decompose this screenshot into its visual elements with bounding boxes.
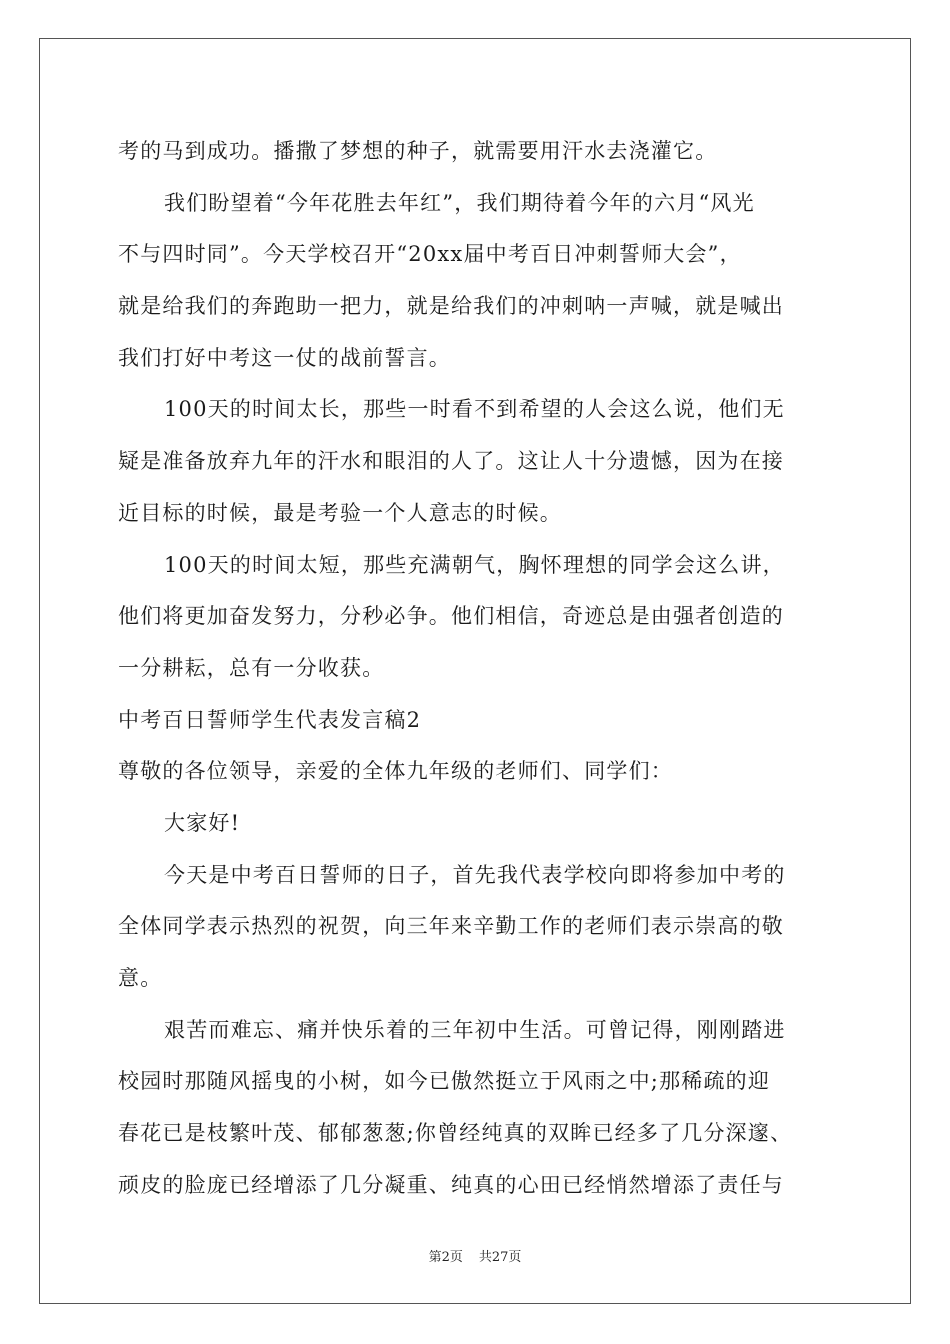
- text-line: 考的马到成功。播撒了梦想的种子，就需要用汗水去浇灌它。: [118, 139, 718, 163]
- text-line: 我们盼望着“今年花胜去年红”，我们期待着今年的六月“风光: [164, 190, 755, 215]
- document-body: [118, 126, 838, 1211]
- text-line: 一分耕耘，总有一分收获。: [118, 655, 385, 680]
- salutation-line: 尊敬的各位领导，亲爱的全体九年级的老师们、同学们：: [118, 759, 673, 784]
- greeting-line: 大家好!: [164, 810, 241, 835]
- text-line: 他们将更加奋发努力，分秒必争。他们相信，奇迹总是由强者创造的: [118, 604, 784, 629]
- text-line: 春花已是枝繁叶茂、郁郁葱葱;你曾经纯真的双眸已经多了几分深邃、: [118, 1121, 793, 1146]
- section-heading: 中考百日誓师学生代表发言稿2: [118, 707, 422, 732]
- text-line: 疑是准备放弃九年的汗水和眼泪的人了。这让人十分遗憾，因为在接: [118, 449, 784, 474]
- text-line: 100天的时间太短，那些充满朝气，胸怀理想的同学会这么讲，: [164, 552, 785, 577]
- text-line: 意。: [118, 966, 163, 990]
- page-footer: [0, 1246, 950, 1265]
- text-line: 艰苦而难忘、痛并快乐着的三年初中生活。可曾记得，刚刚踏进: [164, 1017, 786, 1042]
- page-total: 共27页: [478, 1250, 522, 1265]
- text-line: 全体同学表示热烈的祝贺，向三年来辛勤工作的老师们表示崇高的敬: [118, 914, 784, 939]
- text-line: 100天的时间太长，那些一时看不到希望的人会这么说，他们无: [164, 397, 785, 422]
- text-line: 今天是中考百日誓师的日子，首先我代表学校向即将参加中考的: [164, 862, 786, 887]
- text-line: 近目标的时候，最是考验一个人意志的时候。: [118, 500, 562, 525]
- page-number: 第2页: [428, 1250, 463, 1265]
- text-line: 顽皮的脸庞已经增添了几分凝重、纯真的心田已经悄然增添了责任与: [118, 1172, 784, 1197]
- text-line: 不与四时同”。今天学校召开“20xx届中考百日冲刺誓师大会”，: [118, 242, 742, 267]
- text-line: 校园时那随风摇曳的小树，如今已傲然挺立于风雨之中;那稀疏的迎: [118, 1069, 771, 1094]
- text-line: 我们打好中考这一仗的战前誓言。: [118, 345, 451, 370]
- text-line: 就是给我们的奔跑助一把力，就是给我们的冲刺呐一声喊，就是喊出: [118, 294, 784, 319]
